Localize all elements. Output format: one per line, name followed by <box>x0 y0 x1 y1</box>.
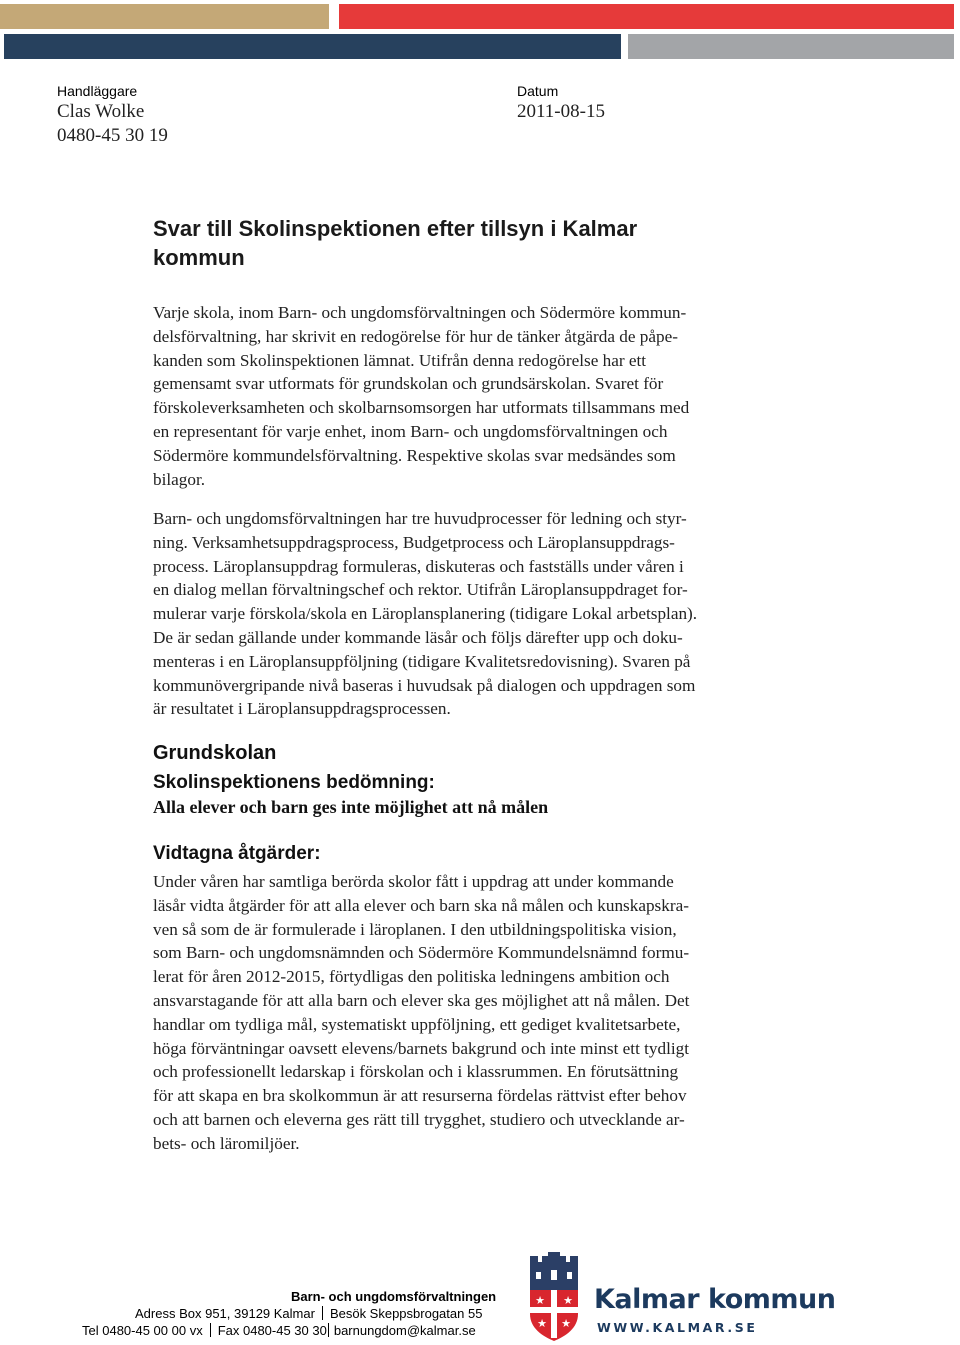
svg-text:★: ★ <box>535 1294 545 1307</box>
assessment-label: Skolinspektionens bedömning: <box>153 772 435 793</box>
section-heading: Grundskolan <box>153 742 277 764</box>
logo-name: Kalmar kommun <box>594 1284 836 1315</box>
handlaggare-name: Clas Wolke <box>57 101 145 122</box>
text-line: delsförvaltning, har skrivit en redogörelse för hur de tänker åtgärda de påpe- <box>153 326 678 346</box>
text-line: lerat för åren 2012-2015, förtydligas den politiska ledningens ambition och <box>153 967 670 987</box>
footer-visit: Besök Skeppsbrogatan 55 <box>329 1306 483 1321</box>
text-line: höga förväntningar oavsett elevens/barnets bakgrund och inte minst ett tydligt <box>153 1038 690 1058</box>
text-line: förskoleverksamheten och skolbarnsomsorgen har utformats tillsammans med <box>153 398 690 418</box>
assessment-text: Alla elever och barn ges inte möjlighet att nå målen <box>153 797 549 817</box>
text-line: ansvarstagande för att alla barn och elever ska ges möjlighet att nå målen. Det <box>153 990 690 1010</box>
footer-email: barnungdom@kalmar.se <box>333 1323 476 1338</box>
text-line: en representant för varje enhet, inom Barn- och ungdomsförvaltningen och <box>153 421 668 441</box>
svg-text:★: ★ <box>537 1317 547 1330</box>
handlaggare-phone: 0480-45 30 19 <box>57 125 168 146</box>
text-line: bilagor. <box>153 469 206 489</box>
text-line: menteras i en Läroplansuppföljning (tidigare Kvalitetsredovisning). Svaren på <box>153 651 691 671</box>
footer-fax: Fax 0480-45 30 30 <box>217 1323 327 1338</box>
handlaggare-label: Handläggare <box>57 83 138 99</box>
text-line: handlar om tydliga mål, systematiskt uppföljning, ett gediget kvalitetsarbete, <box>153 1014 681 1034</box>
text-line: bets- och läromiljöer. <box>153 1133 300 1153</box>
text-line: och att barnen och eleverna ges rätt till trygghet, studiero och utvecklande ar- <box>153 1109 685 1129</box>
text-line: Under våren har samtliga berörda skolor fått i uppdrag att under kommande <box>153 872 674 891</box>
text-line: kanden som Skolinspektionen lämnat. Utifrån denna redogörelse har ett <box>153 350 647 370</box>
header-bar-red <box>339 4 954 29</box>
page-title-line: Svar till Skolinspektionen efter tillsyn i Kalmar <box>153 216 638 241</box>
text-line: Varje skola, inom Barn- och ungdomsförvaltningen och Södermöre kommun- <box>153 303 687 322</box>
header-bar-grey <box>628 34 954 59</box>
text-line: ning. Verksamhetsuppdragsprocess, Budgetprocess och Läroplansuppdrags- <box>153 532 675 552</box>
text-line: och professionellt ledarskap i förskolan och i klassrummen. En förutsättning <box>153 1062 679 1082</box>
svg-text:★: ★ <box>563 1294 573 1307</box>
datum-value: 2011-08-15 <box>517 101 605 122</box>
text-line: en dialog mellan förvaltningschef och rektor. Utifrån Läroplansuppdraget for- <box>153 580 688 600</box>
text-line: för att skapa en bra skolkommun är att resurserna fördelas rättvist efter behov <box>153 1086 687 1106</box>
text-line: De är sedan gällande under kommande läsår och följs därefter upp och doku- <box>153 627 683 647</box>
page-title-line: kommun <box>153 245 245 270</box>
text-line: mulerar varje förskola/skola en Läroplansplanering (tidigare Lokal arbetsplan). <box>153 604 698 624</box>
footer-tel: Tel 0480-45 00 00 vx <box>82 1323 203 1338</box>
text-line: Barn- och ungdomsförvaltningen har tre huvudprocesser för ledning och styr- <box>153 509 687 528</box>
page-title <box>153 214 753 272</box>
footer-address: Adress Box 951, 39129 Kalmar <box>135 1306 315 1321</box>
footer-separator <box>328 1323 329 1337</box>
footer-contact-line <box>82 1323 476 1338</box>
footer-separator <box>210 1323 211 1337</box>
footer-org: Barn- och ungdomsförvaltningen <box>291 1289 497 1304</box>
measures-label: Vidtagna åtgärder: <box>153 843 321 864</box>
intro-paragraph <box>153 301 803 491</box>
svg-text:★: ★ <box>561 1317 571 1330</box>
header-bar-navy <box>4 34 621 59</box>
text-line: gemensamt svar utformats för grundskolan och grundsärskolan. Svaret för <box>153 374 664 394</box>
logo-url: WWW.KALMAR.SE <box>597 1320 758 1335</box>
text-line: är resultatet i Läroplansuppdragsprocessen. <box>153 699 451 719</box>
measures-paragraph <box>153 870 803 1156</box>
text-line: kommunövergripande nivå baseras i huvudsak på dialogen och uppdragen som <box>153 675 696 695</box>
header-bar-gold <box>0 4 329 29</box>
footer-separator <box>322 1306 323 1320</box>
text-line: som Barn- och ungdomsnämnden och Södermöre Kommundelsnämnd formu- <box>153 943 690 963</box>
kalmar-crest-icon <box>524 1252 584 1342</box>
text-line: Södermöre kommundelsförvaltning. Respektive skolas svar medsändes som <box>153 445 676 465</box>
text-line: läsår vidta åtgärder för att alla elever och barn ska nå målen och kunskapskra- <box>153 895 689 915</box>
text-line: process. Läroplansuppdrag formuleras, diskuteras och fastställs under våren i <box>153 556 684 576</box>
text-line: ven så som de är formulerade i läroplanen. I den utbildningspolitiska vision, <box>153 919 677 939</box>
datum-label: Datum <box>517 83 559 99</box>
process-paragraph <box>153 507 803 721</box>
footer-address-line <box>135 1306 482 1321</box>
